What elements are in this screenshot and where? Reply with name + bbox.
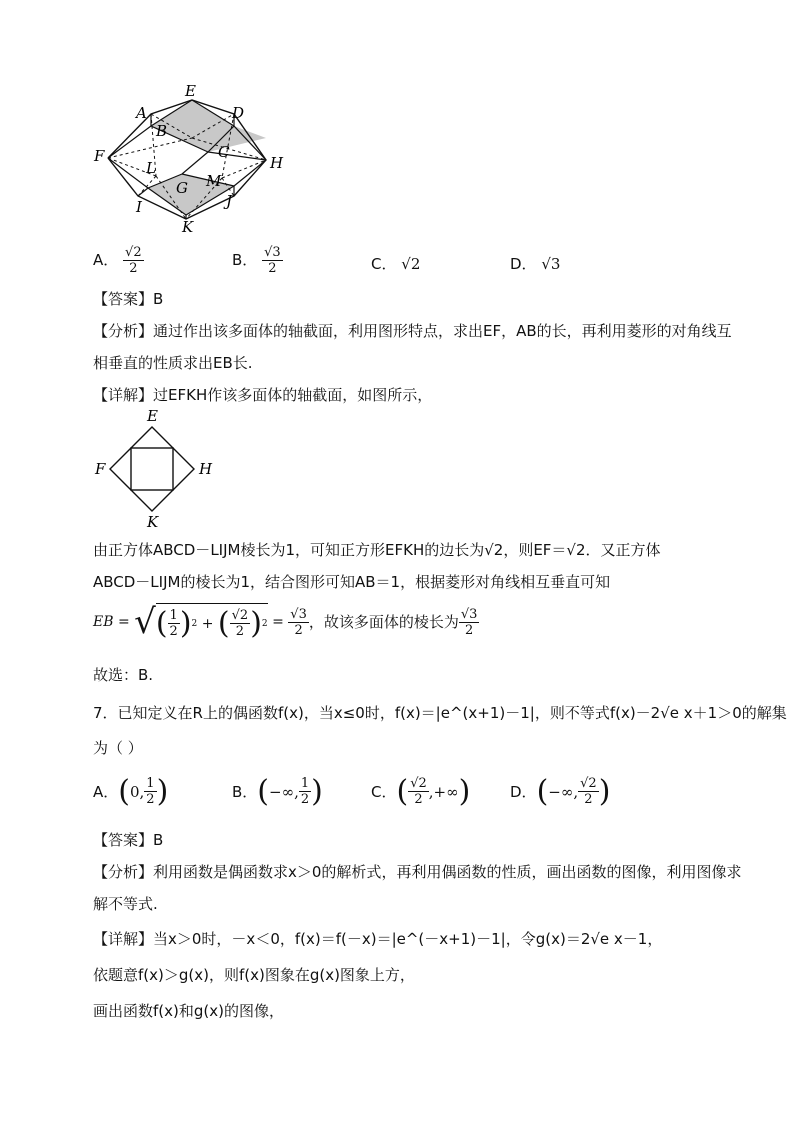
analysis-7-line1: 【分析】利用函数是偶函数求x＞0的解析式，再利用偶函数的性质，画出函数的图像，利用图像求 <box>93 863 742 881</box>
label-K: K <box>182 218 194 236</box>
body-6-line2: ABCD－LIJM的棱长为1，结合图形可知AB＝1，根据菱形对角线相互垂直可知 <box>93 573 611 591</box>
option-6b-value: $\frac{√3}{2}$ <box>264 245 281 276</box>
analysis-6-line2: 相垂直的性质求出EB长. <box>93 354 253 372</box>
label-K2: K <box>147 513 159 531</box>
option-6c[interactable]: C． √2 <box>371 255 421 273</box>
label-H2: H <box>199 460 213 478</box>
polyhedron-figure <box>88 78 298 238</box>
option-7b[interactable]: B． ( −∞, $\frac{1}{2}$ ) <box>232 774 323 809</box>
label-C: C <box>218 143 230 161</box>
label-B: B <box>156 122 168 140</box>
detail-6-line1: 【详解】过EFKH作该多面体的轴截面，如图所示， <box>93 386 433 404</box>
cross-section-figure <box>90 407 220 532</box>
question-7-stem-line1: 7．已知定义在R上的偶函数f(x)，当x≤0时，f(x)＝|e^(x+1)－1|，则不等式f(x)－2√e x＋1＞0的解集 <box>93 704 787 722</box>
option-6a-value: $\frac{√2}{2}$ <box>125 245 142 276</box>
label-D: D <box>232 104 245 122</box>
question-7-stem-line2: 为（ ） <box>93 739 143 757</box>
label-L: L <box>146 159 156 177</box>
conclusion-6: 故选：B. <box>93 666 154 684</box>
label-F: F <box>94 147 105 165</box>
detail-7-line3: 画出函数f(x)和g(x)的图像， <box>93 1002 284 1020</box>
label-A: A <box>136 104 147 122</box>
option-7a[interactable]: A． ( 0, $\frac{1}{2}$ ) <box>93 774 169 809</box>
eb-formula: EB = √ ( $\frac{1}{2}$ ) 2 + ( $\frac{√2}{2}$ ) 2 = $\frac{√3}{2}$ ，故该多面体的棱长为 $\frac{√3}{2}$ <box>93 602 478 642</box>
label-G: G <box>176 179 188 197</box>
inner-square <box>131 448 173 490</box>
label-J: J <box>226 192 233 210</box>
option-7c[interactable]: C． ( $\frac{√2}{2}$ ,+∞ ) <box>371 774 471 809</box>
option-6a[interactable]: A． $\frac{√2}{2}$ <box>93 245 142 276</box>
analysis-6-line1: 【分析】通过作出该多面体的轴截面，利用图形特点，求出EF，AB的长，再利用菱形的对角线互 <box>93 322 732 340</box>
option-7d[interactable]: D． ( −∞, $\frac{√2}{2}$ ) <box>510 774 611 809</box>
answer-6: 【答案】B <box>93 290 164 308</box>
label-E: E <box>185 82 196 100</box>
option-6d[interactable]: D． √3 <box>510 255 561 273</box>
detail-7-line1: 【详解】当x＞0时，－x＜0，f(x)＝f(－x)＝|e^(－x+1)－1|，令g(x)＝2√e x－1， <box>93 930 663 948</box>
label-E2: E <box>147 407 158 425</box>
label-I: I <box>136 198 142 216</box>
answer-7: 【答案】B <box>93 831 164 849</box>
label-F2: F <box>95 460 106 478</box>
detail-7-line2: 依题意f(x)＞g(x)，则f(x)图象在g(x)图象上方， <box>93 966 415 984</box>
outer-square-EFKH <box>110 427 194 511</box>
label-H: H <box>270 154 284 172</box>
analysis-7-line2: 解不等式. <box>93 895 158 913</box>
body-6-line1: 由正方体ABCD－LIJM棱长为1，可知正方形EFKH的边长为√2，则EF＝√2．又正方体 <box>93 541 661 559</box>
label-M: M <box>206 172 222 190</box>
option-6b[interactable]: B． $\frac{√3}{2}$ <box>232 245 281 276</box>
